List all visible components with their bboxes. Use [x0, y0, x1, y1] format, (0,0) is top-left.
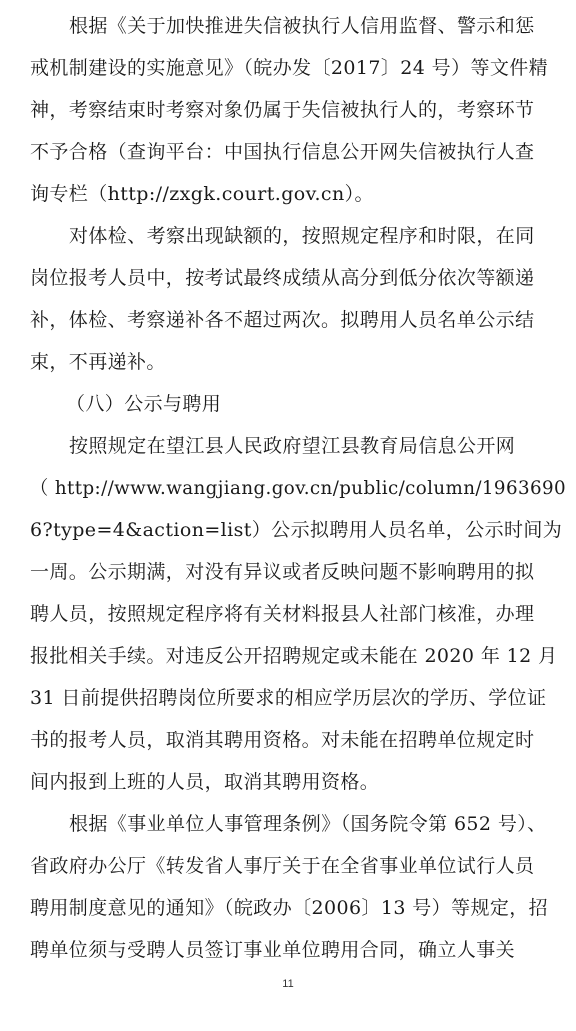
document-page: 根据《关于加快推进失信被执行人信用监督、警示和惩 戒机制建设的实施意见》（皖办发〔2017〕24 号）等文件精 神，考察结束时考察对象仍属于失信被执行人的，考察环节 不予合格（查询平台：中国执行信息公开网失信被执行人查 询专栏（http://zxgk.court.gov.cn）。 对体检、考察出现缺额的，按照规定程序和时限，在同 岗位报考人员中，按考试最终成绩从高分到低分依次等额递 补，体检、考察递补各不超过两次。拟聘用人员名单公示结 束，不再递补。 （八）公示与聘用 按照规定在望江县人民政府望江县教育局信息公开网 （ http://www.wangjiang.gov.cn/public/column/1963690 6?type=4&action=list）公示拟聘用人员名单，公示时间为 一周。公示期满，对没有异议或者反映问题不影响聘用的拟 聘人员，按照规定程序将有关材料报县人社部门核准，办理 报批相关手续。对违反公开招聘规定或未能在 2020 年 12 月 31 日前提供招聘岗位所要求的相应学历层次的学历、学位证 书的报考人员，取消其聘用资格。对未能在招聘单位规定时 间内报到上班的人员，取消其聘用资格。 根据《事业单位人事管理条例》（国务院令第 652 号）、 省政府办公厅《转发省人事厅关于在全省事业单位试行人员 聘用制度意见的通知》（皖政办〔2006〕13 号）等规定，招 聘单位须与受聘人员签订事业单位聘用合同，确立人事关 11	[0, 0, 576, 1031]
page-number: 11	[282, 978, 294, 990]
